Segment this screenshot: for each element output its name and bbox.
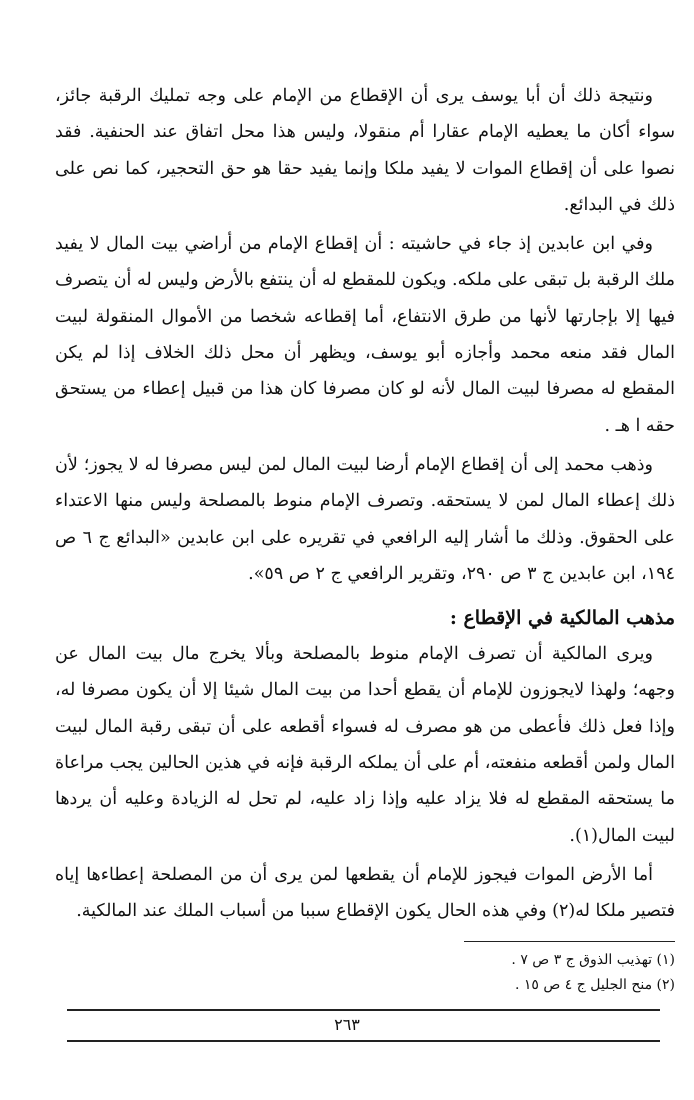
page-number: ٢٦٣ — [334, 1015, 360, 1034]
section-heading: مذهب المالكية في الإقطاع : — [449, 607, 675, 630]
footer-rule-bottom — [67, 1040, 660, 1042]
paragraph-1: ونتيجة ذلك أن أبا يوسف يرى أن الإقطاع من الإمام على وجه تمليك الرقبة جائز، سواء أكان ما يعطيه الإمام عقارا أم منقولا، وليس هذا محل اتفاق عند الحنفية. فقد نصوا على أن إقطاع الموات لا يفيد ملكا وإنما يفيد حقا هو حق التحجير، كما نص على ذلك في البدائع. — [55, 86, 675, 215]
main-text — [55, 78, 675, 933]
footnote-divider — [464, 941, 675, 942]
paragraph-5: أما الأرض الموات فيجوز للإمام أن يقطعها لمن يرى أن من المصلحة إعطاءها إياه فتصير ملكا له(٢) وفي هذه الحال يكون الإقطاع سببا من أسباب الملك عند المالكية. — [55, 864, 675, 922]
paragraph-3: وذهب محمد إلى أن إقطاع الإمام أرضا لبيت المال لمن ليس مصرفا له لا يجوز؛ لأن ذلك إعطاء المال لمن لا يستحقه. وتصرف الإمام منوط بالمصلحة وليس منها الاعتداء على الحقوق. وذلك ما أشار إليه الرافعي في تقريره على ابن عابدين «البدائع ج ٦ ص ١٩٤، ابن عابدين ج ٣ ص ٢٩٠، وتقرير الرافعي ج ٢ ص ٥٩». — [55, 454, 675, 584]
footnote-2: (٢) منح الجليل ج ٤ ص ١٥ . — [514, 977, 675, 993]
footer-rule-top — [67, 1009, 660, 1011]
paragraph-2: وفي ابن عابدين إذ جاء في حاشيته : أن إقطاع الإمام من أراضي بيت المال لا يفيد ملك الرقبة بل تبقى على ملكه. ويكون للمقطع له أن ينتفع بالأرض وليس له أن يتصرف فيها إلا بإجارتها لأنها من طرق الانتفاع، أما إقطاعه شخصا من الأموال المنقولة لبيت المال فقد منعه محمد وأجازه أبو يوسف، ويظهر أن محل ذلك الخلاف إذا لم يكن المقطع له مصرفا لبيت المال لأنه لو كان مصرفا كان هذا من قبيل إعطاء من يستحق حقه ا هـ . — [55, 234, 675, 436]
footnotes — [345, 948, 675, 998]
paragraph-4: ويرى المالكية أن تصرف الإمام منوط بالمصلحة وبألا يخرج مال بيت المال عن وجهه؛ ولهذا لايجوزون للإمام أن يقطع أحدا من بيت المال شيئا إلا أن يكون مصرفا له، وإذا فعل ذلك فأعطى من هو مصرف له فسواء أقطعه على أن تبقى رقبة المال لبيت المال ولمن أقطعه منفعته، أم على أن يملكه الرقبة فإنه في هذين الحالين يجب مراعاة ما يستحقه المقطع له فلا يزاد عليه وإذا زاد عليه، لم تحل له الزيادة وعليه أن يردها لبيت المال(١). — [55, 644, 675, 846]
footnote-1: (١) تهذيب الذوق ج ٣ ص ٧ . — [511, 952, 675, 968]
